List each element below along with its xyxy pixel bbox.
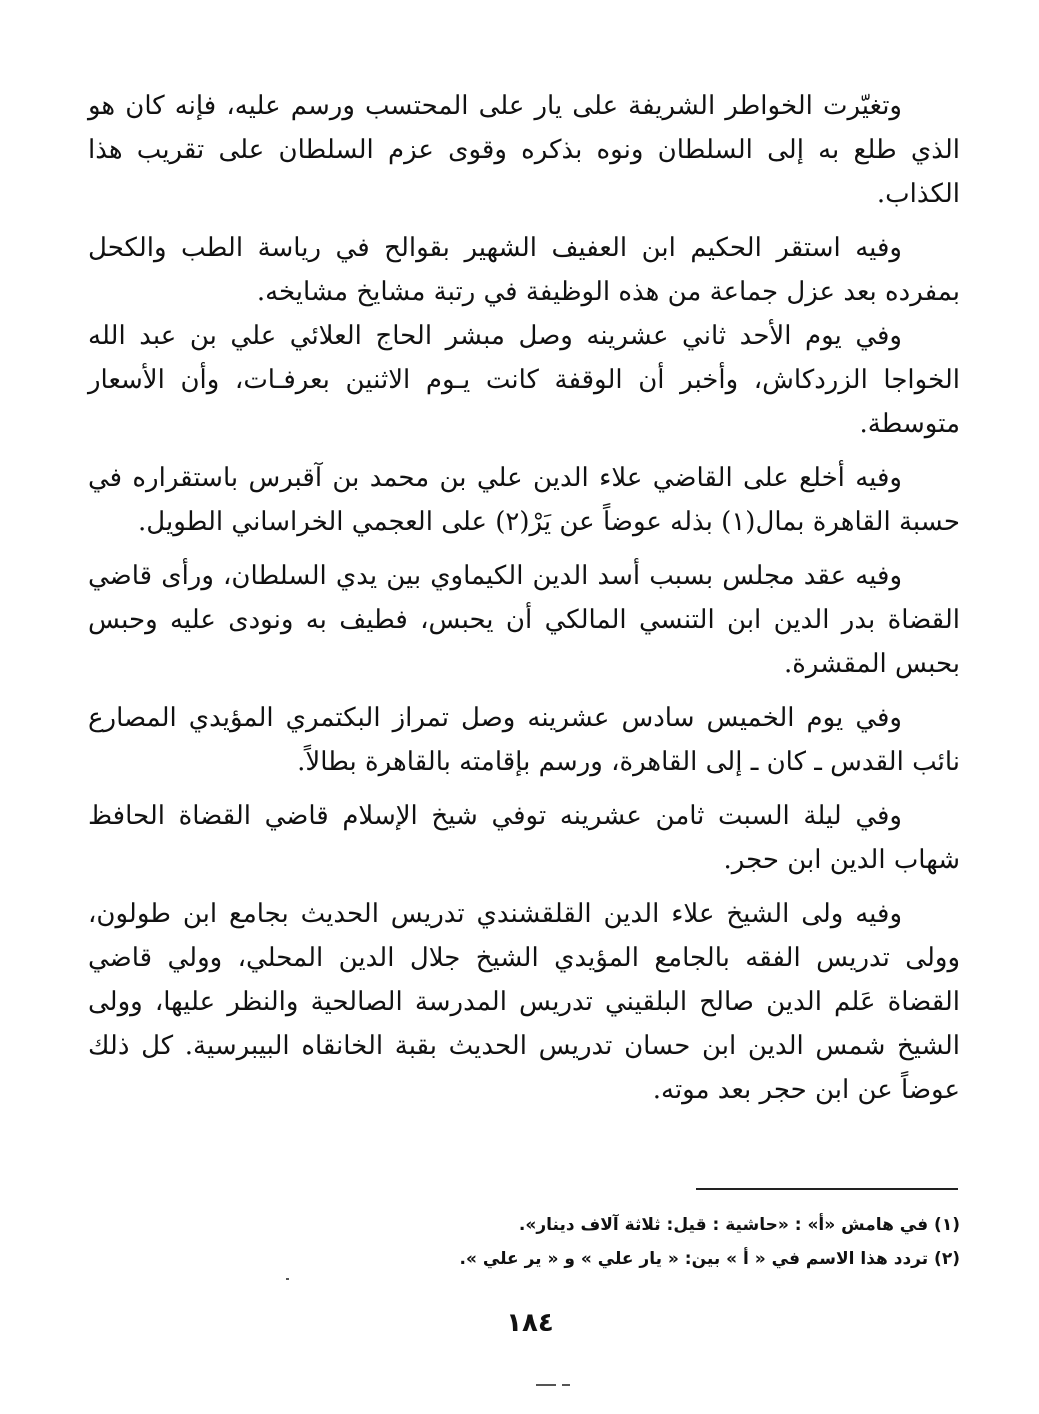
scan-speck [562, 1384, 570, 1386]
paragraph-1: وتغيّرت الخواطر الشريفة على يار على المحتسب ورسم عليه، فإنه كان هو الذي طلع به إلى السلطان ونوه بذكره وقوى عزم السلطان على تقريب هذا الكذاب. [88, 91, 960, 209]
scan-speck [536, 1384, 556, 1386]
paragraph-7: وفي ليلة السبت ثامن عشرينه توفي شيخ الإسلام قاضي القضاة الحافظ شهاب الدين ابن حجر. [88, 801, 960, 875]
paragraph-8: وفيه ولى الشيخ علاء الدين القلقشندي تدريس الحديث بجامع ابن طولون، وولى تدريس الفقه بالجامع المؤيدي الشيخ جلال الدين المحلي، وولي قاضي القضاة عَلم الدين صالح البلقيني تدريس المدرسة الصالحية والنظر عليها، وولى الشيخ شمس الدين ابن حسان تدريس الحديث بقبة الخانقاه البيبرسية. كل ذلك عوضاً عن ابن حجر بعد موته. [88, 899, 960, 1105]
page-number: ١٨٤ [506, 1308, 554, 1338]
footnotes [300, 1208, 960, 1276]
paragraph-2: وفيه استقر الحكيم ابن العفيف الشهير بقوالح في رياسة الطب والكحل بمفرده بعد عزل جماعة من هذه الوظيفة في رتبة مشايخ مشايخه. [88, 233, 960, 307]
scan-speck [286, 1278, 289, 1280]
paragraph-6: وفي يوم الخميس سادس عشرينه وصل تمراز البكتمري المؤيدي المصارع نائب القدس ـ كان ـ إلى القاهرة، ورسم بإقامته بالقاهرة بطالاً. [88, 703, 960, 777]
footnote-1: (١) في هامش «أ» : «حاشية : قيل: ثلاثة آلاف دينار». [518, 1215, 960, 1235]
body-text [88, 84, 960, 1122]
footnote-divider [696, 1188, 958, 1190]
paragraph-5: وفيه عقد مجلس بسبب أسد الدين الكيماوي بين يدي السلطان، ورأى قاضي القضاة بدر الدين ابن التنسي المالكي أن يحبس، فطيف به ونودى عليه وحبس بحبس المقشرة. [88, 561, 960, 679]
paragraph-4: وفيه أخلع على القاضي علاء الدين علي بن محمد بن آقبرس باستقراره في حسبة القاهرة بمال(١) بذله عوضاً عن يَرْ(٢) على العجمي الخراساني الطويل. [88, 463, 960, 537]
footnote-2: (٢) تردد هذا الاسم في « أ » بين: « يار علي » و « ير علي ». [459, 1249, 960, 1269]
paragraph-3: وفي يوم الأحد ثاني عشرينه وصل مبشر الحاج العلائي علي بن عبد الله الخواجا الزردكاش، وأخبر أن الوقفة كانت يـوم الاثنين بعرفـات، وأن الأسعار متوسطة. [88, 321, 960, 439]
